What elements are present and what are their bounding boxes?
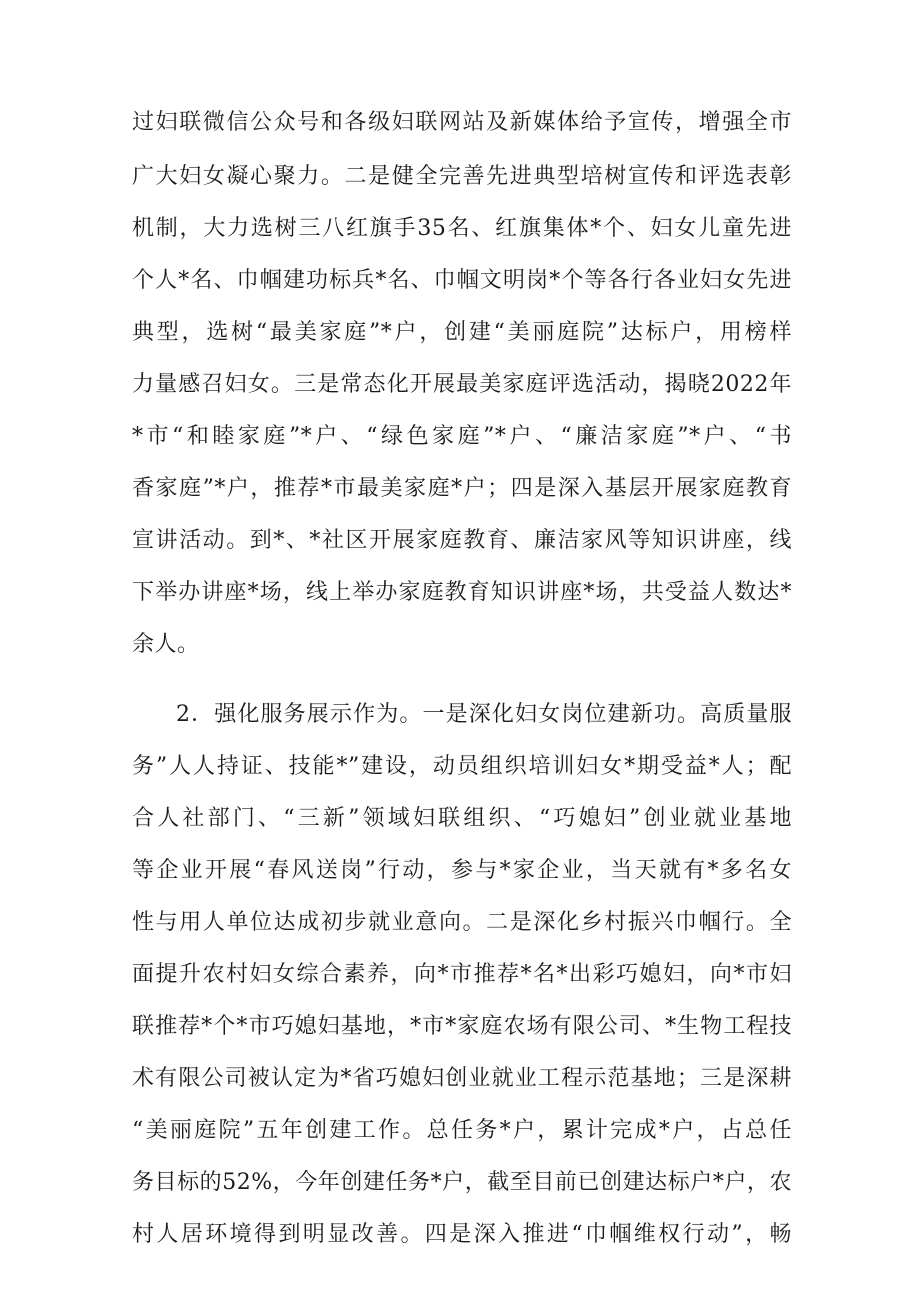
text-line: 术有限公司被认定为*省巧媳妇创业就业工程示范基地；三是深耕 <box>132 1066 792 1091</box>
text-line: 面提升农村妇女综合素养，向*市推荐*名*出彩巧媳妇，向*市妇 <box>132 962 792 987</box>
text-line: 典型，选树“最美家庭”*户，创建“美丽庭院”达标户，用榜样 <box>132 320 792 345</box>
text-line: 个人*名、巾帼建功标兵*名、巾帼文明岗*个等各行各业妇女先进 <box>132 268 792 293</box>
text-line: 力量感召妇女。三是常态化开展最美家庭评选活动，揭晓2022年 <box>132 372 792 397</box>
text-line: 等企业开展“春风送岗”行动，参与*家企业，当天就有*多名女 <box>132 858 792 883</box>
text-line: 机制，大力选树三八红旗手35名、红旗集体*个、妇女儿童先进 <box>132 216 792 241</box>
text-line: 下举办讲座*场，线上举办家庭教育知识讲座*场，共受益人数达* <box>132 580 792 605</box>
text-line: 联推荐*个*市巧媳妇基地，*市*家庭农场有限公司、*生物工程技 <box>132 1014 792 1039</box>
text-line: 2．强化服务展示作为。一是深化妇女岗位建新功。高质量服 <box>176 702 792 727</box>
text-line: 合人社部门、“三新”领域妇联组织、“巧媳妇”创业就业基地 <box>132 806 792 831</box>
text-line: “美丽庭院”五年创建工作。总任务*户，累计完成*户，占总任 <box>132 1118 792 1143</box>
text-line: 务”人人持证、技能*”建设，动员组织培训妇女*期受益*人；配 <box>132 754 792 779</box>
text-line: 余人。 <box>132 632 200 657</box>
text-line: 过妇联微信公众号和各级妇联网站及新媒体给予宣传，增强全市 <box>132 110 792 135</box>
text-line: 务目标的52%，今年创建任务*户，截至目前已创建达标户*户，农 <box>132 1170 792 1195</box>
text-line: 香家庭”*户，推荐*市最美家庭*户；四是深入基层开展家庭教育 <box>132 476 792 501</box>
text-line: *市“和睦家庭”*户、“绿色家庭”*户、“廉洁家庭”*户、“书 <box>132 424 792 449</box>
text-line: 宣讲活动。到*、*社区开展家庭教育、廉洁家风等知识讲座，线 <box>132 528 792 553</box>
text-line: 广大妇女凝心聚力。二是健全完善先进典型培树宣传和评选表彰 <box>132 164 792 189</box>
text-line: 性与用人单位达成初步就业意向。二是深化乡村振兴巾帼行。全 <box>132 910 792 935</box>
text-line: 村人居环境得到明显改善。四是深入推进“巾帼维权行动”，畅 <box>132 1222 792 1247</box>
